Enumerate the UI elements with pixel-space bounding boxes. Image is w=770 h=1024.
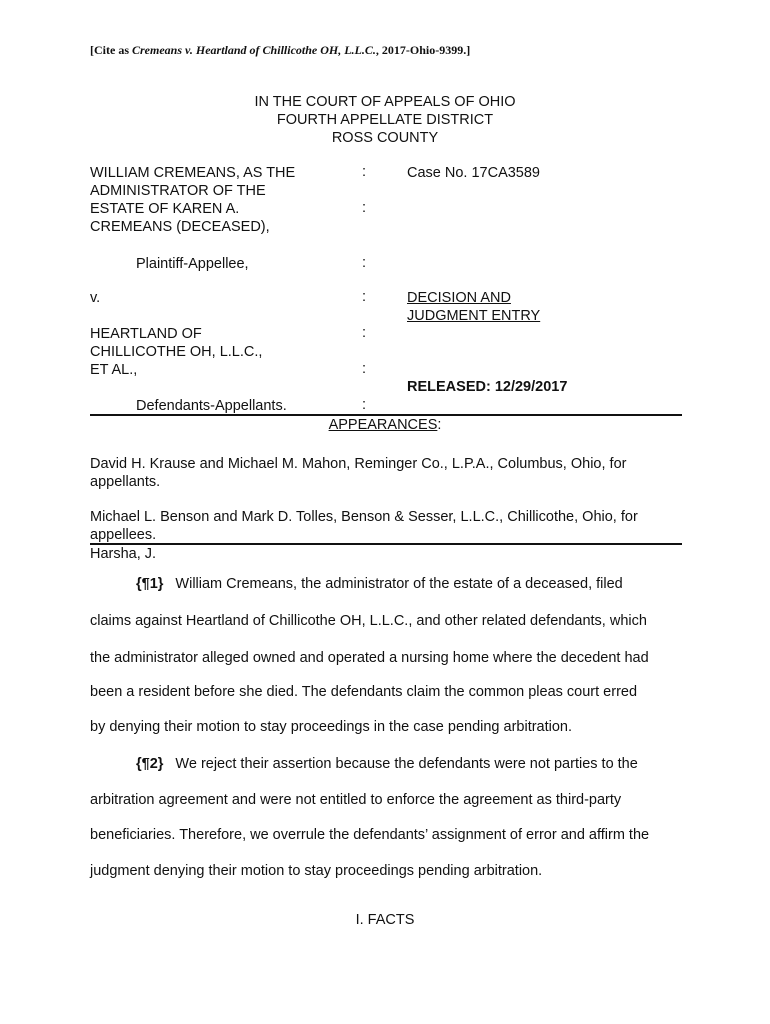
caption-colon: : <box>362 397 367 413</box>
paragraph-line: arbitration agreement and were not entitled to enforce the agreement as third-party <box>90 792 622 808</box>
counsel-line: Michael L. Benson and Mark D. Tolles, Benson & Sesser, L.L.C., Chillicothe, Ohio, for <box>90 509 638 525</box>
appellees-counsel <box>90 508 682 544</box>
counsel-line: appellants. <box>90 474 161 490</box>
paragraph-line: the administrator alleged owned and operated a nursing home where the decedent had <box>90 650 649 666</box>
appearances-divider <box>90 543 682 545</box>
paragraph-line: beneficiaries. Therefore, we overrule the defendants’ assignment of error and affirm the <box>90 827 650 843</box>
court-heading <box>0 93 770 147</box>
plaintiff-line: ADMINISTRATOR OF THE <box>90 183 266 199</box>
citation-suffix: , 2017-Ohio-9399.] <box>375 43 471 57</box>
caption-colon: : <box>362 200 367 216</box>
versus: v. <box>90 290 101 306</box>
court-county: ROSS COUNTY <box>331 130 439 146</box>
defendant-name <box>90 325 262 379</box>
caption-colon: : <box>362 255 367 271</box>
defendant-line: CHILLICOTHE OH, L.L.C., <box>90 344 263 360</box>
court-district: FOURTH APPELLATE DISTRICT <box>276 112 494 128</box>
appearances-title: APPEARANCES <box>328 417 438 433</box>
court-name: IN THE COURT OF APPEALS OF OHIO <box>254 94 516 110</box>
defendant-line: ET AL., <box>90 362 138 378</box>
caption-colon: : <box>362 289 367 305</box>
judge-name: Harsha, J. <box>90 546 157 562</box>
plaintiff-line: ESTATE OF KAREN A. <box>90 201 240 217</box>
paragraph-line: been a resident before she died. The defendants claim the common pleas court erred <box>90 684 638 700</box>
caption-colon: : <box>362 361 367 377</box>
citation-prefix: [Cite as <box>90 43 132 57</box>
paragraph-line: judgment denying their motion to stay proceedings pending arbitration. <box>90 863 543 879</box>
paragraph-line: by denying their motion to stay proceedings in the case pending arbitration. <box>90 719 573 735</box>
plaintiff-line: WILLIAM CREMEANS, AS THE <box>90 165 296 181</box>
appellants-counsel <box>90 455 682 491</box>
paragraph-text: We reject their assertion because the defendants were not parties to the <box>175 756 638 772</box>
plaintiff-role: Plaintiff-Appellee, <box>136 256 249 272</box>
decision-line: JUDGMENT ENTRY <box>407 308 541 324</box>
citation-header <box>90 43 470 58</box>
paragraph-1-first-line <box>136 576 623 592</box>
paragraph-number: {¶2} <box>136 756 164 772</box>
plaintiff-name <box>90 164 295 236</box>
paragraph-number: {¶1} <box>136 576 164 592</box>
appearances-colon: : <box>437 417 442 433</box>
release-date: RELEASED: 12/29/2017 <box>407 379 568 395</box>
paragraph-line: claims against Heartland of Chillicothe OH, L.L.C., and other related defendants, which <box>90 613 647 629</box>
citation-case-name: Cremeans v. Heartland of Chillicothe OH, L.L.C. <box>132 43 376 57</box>
case-number: Case No. 17CA3589 <box>407 165 540 181</box>
appearances-heading <box>0 417 770 433</box>
decision-line: DECISION AND <box>407 290 511 306</box>
counsel-line: David H. Krause and Michael M. Mahon, Reminger Co., L.P.A., Columbus, Ohio, for <box>90 456 627 472</box>
caption-colon: : <box>362 164 367 180</box>
paragraph-2-first-line <box>136 756 638 772</box>
section-heading: I. FACTS <box>355 912 415 928</box>
counsel-line: appellees. <box>90 527 157 543</box>
paragraph-text: William Cremeans, the administrator of the estate of a deceased, filed <box>175 576 623 592</box>
caption-colon: : <box>362 325 367 341</box>
defendant-line: HEARTLAND OF <box>90 326 202 342</box>
plaintiff-line: CREMEANS (DECEASED), <box>90 219 270 235</box>
caption-divider <box>90 414 682 416</box>
defendant-role: Defendants-Appellants. <box>136 398 287 414</box>
decision-title <box>407 289 540 325</box>
